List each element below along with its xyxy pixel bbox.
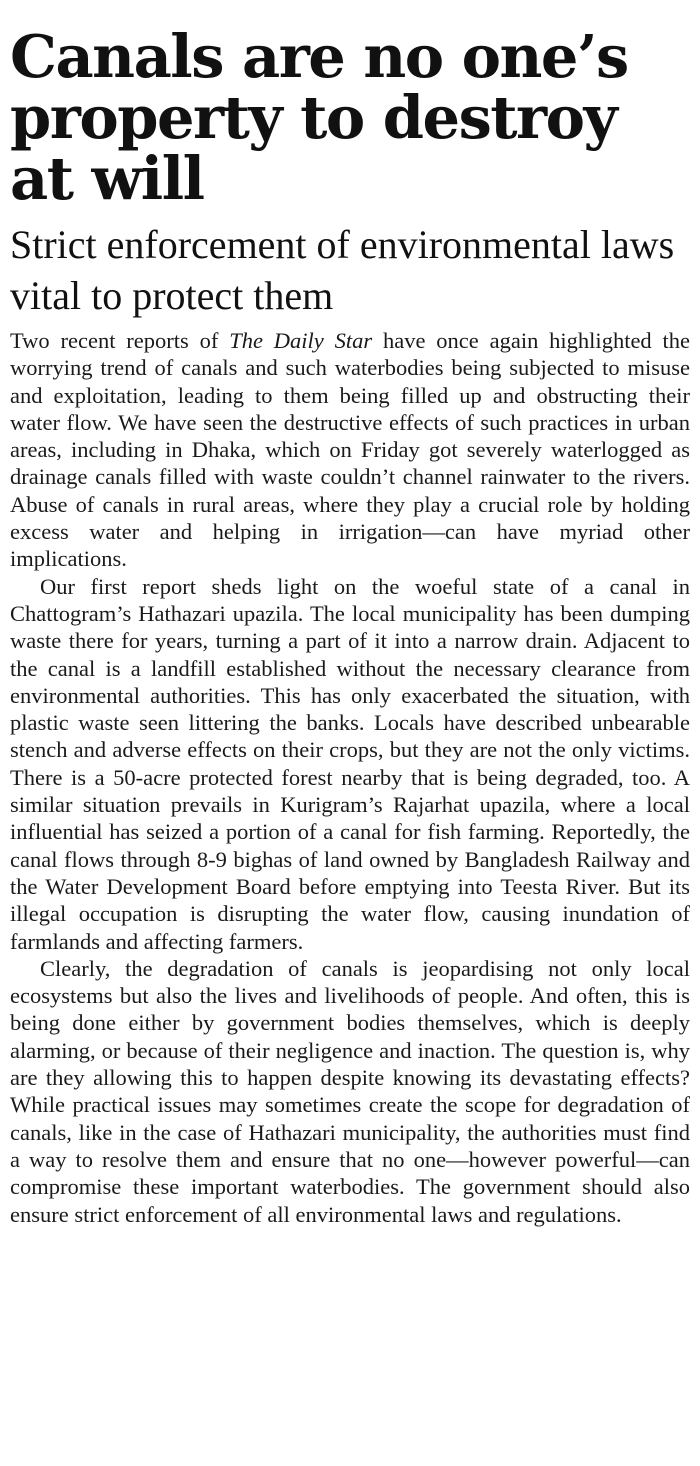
- paragraph-1-rest: have once again highlighted the worrying trend of canals and such waterbodies being subjected to misuse and exploitation, leading to them being filled up and obstructing their water flow. We have seen the destructive effects of such practices in urban areas, including in Dhaka, which on Friday got severely waterlogged as drainage canals filled with waste couldn’t channel rainwater to the rivers. Abuse of canals in rural areas, where they play a crucial role by holding excess water and helping in irrigation—can have myriad other implications.: [10, 328, 691, 572]
- body-paragraph-3: Clearly, the degradation of canals is jeopardising not only local ecosystems but also the lives and livelihoods of people. And often, this is being done either by government bodies themselves, which is deeply alarming, or because of their negligence and inaction. The question is, why are they allowing this to happen despite knowing its devastating effects? While practical issues may sometimes create the scope for degradation of canals, like in the case of Hathazari municipality, the authorities must find a way to resolve them and ensure that no one—however powerful—can compromise these important waterbodies. The government should also ensure strict enforcement of all environmental laws and regulations.: [10, 955, 690, 1227]
- headline: Canals are no one’s property to destroy at will: [10, 22, 628, 213]
- editorial-article: [10, 22, 691, 1228]
- body-paragraph-1: [10, 327, 690, 573]
- publication-name: The Daily Star: [229, 328, 373, 353]
- paragraph-1-intro: Two recent reports of: [10, 328, 230, 353]
- subheadline: Strict enforcement of environmental laws vital to protect them: [10, 222, 675, 318]
- body-paragraph-2: Our first report sheds light on the woeful state of a canal in Chattogram’s Hathazari upazila. The local municipality has been dumping waste there for years, turning a part of it into a narrow drain. Adjacent to the canal is a landfill established without the necessary clearance from environmental authorities. This has only exacerbated the situation, with plastic waste seen littering the banks. Locals have described unbearable stench and adverse effects on their crops, but they are not the only victims. There is a 50-acre protected forest nearby that is being degraded, too. A similar situation prevails in Kurigram’s Rajarhat upazila, where a local influential has seized a portion of a canal for fish farming. Reportedly, the canal flows through 8-9 bighas of land owned by Bangladesh Railway and the Water Development Board before emptying into Teesta River. But its illegal occupation is disrupting the water flow, causing inundation of farmlands and affecting farmers.: [10, 573, 690, 954]
- article-body: [10, 327, 690, 1228]
